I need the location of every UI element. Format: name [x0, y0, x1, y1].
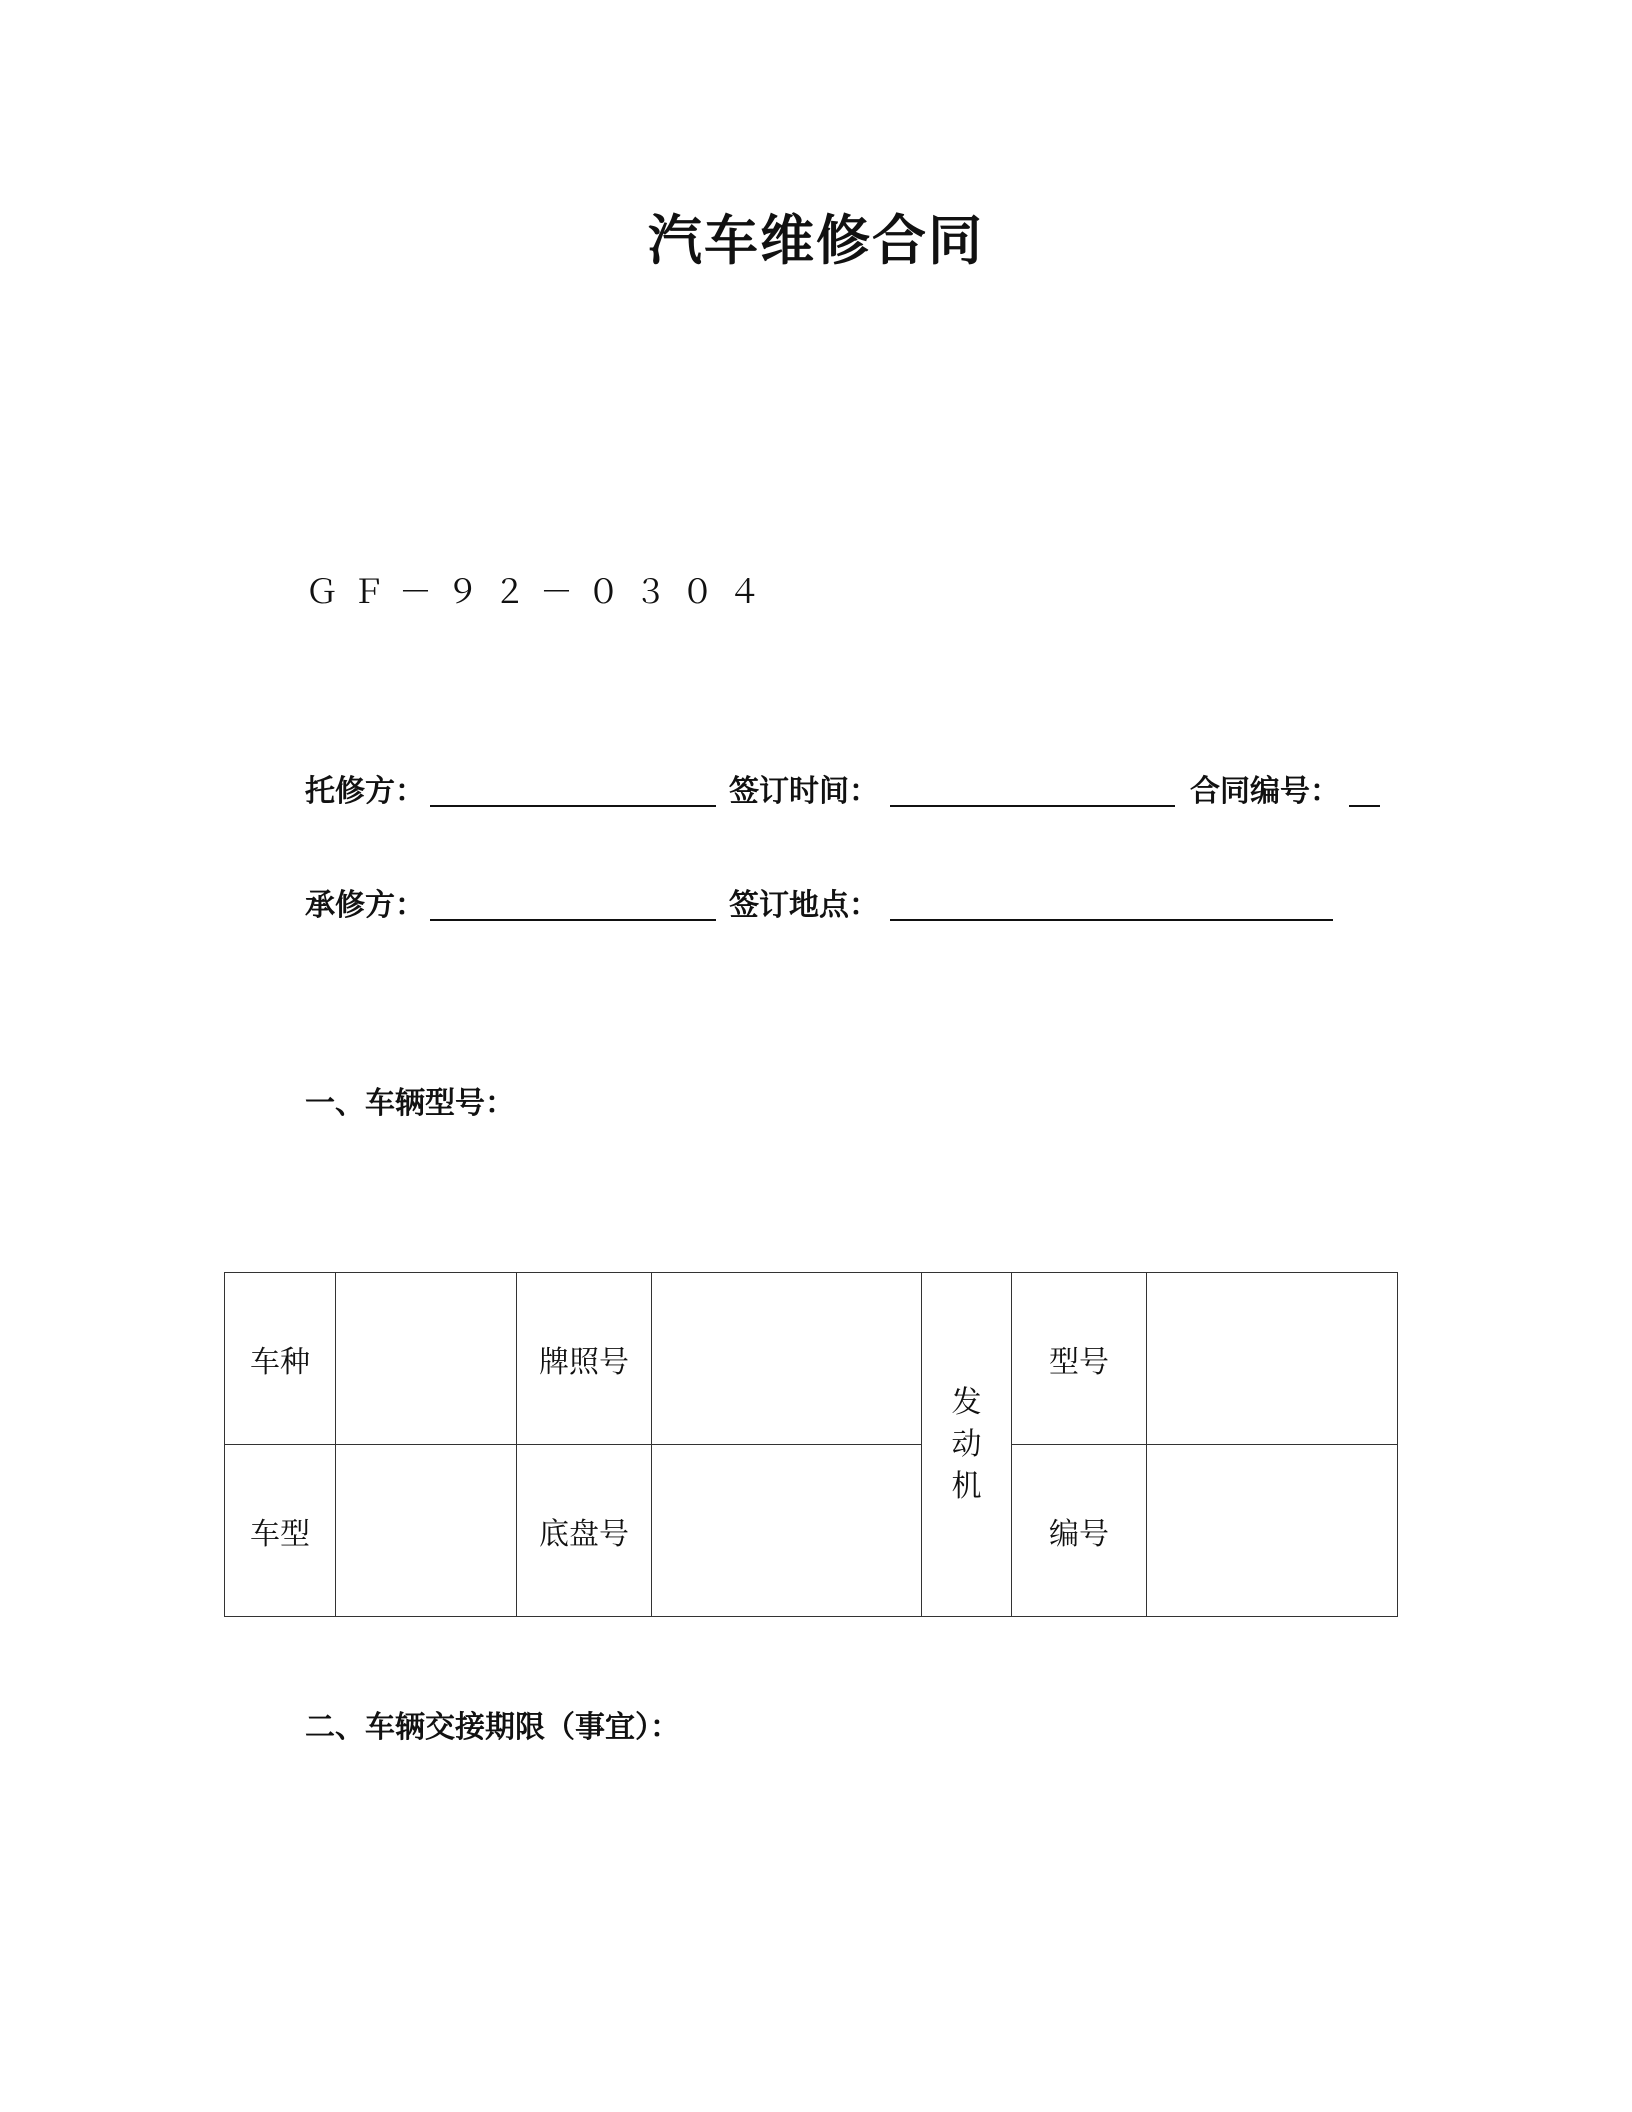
document-title: 汽车维修合同 [648, 209, 984, 272]
engine-model-value-cell[interactable] [1147, 1273, 1398, 1445]
engine-label [922, 1273, 1012, 1617]
table-row [225, 1273, 1398, 1445]
vehicle-type-label: 车型 [225, 1445, 336, 1617]
section-vehicle-model: 一、车辆型号： [305, 1086, 515, 1121]
vehicle-kind-value-cell[interactable] [336, 1273, 517, 1445]
engine-no-label: 编号 [1012, 1445, 1147, 1617]
vehicle-info-table [224, 1272, 1398, 1617]
engine-no-value-cell[interactable] [1147, 1445, 1398, 1617]
chassis-no-value-cell[interactable] [652, 1445, 922, 1617]
table-row [225, 1445, 1398, 1617]
client-label: 托修方： [305, 774, 425, 809]
sign-place-label: 签订地点： [729, 888, 879, 923]
engine-char-2: 动 [951, 1426, 982, 1462]
contract-no-input-line[interactable] [1349, 805, 1380, 807]
section-handover: 二、车辆交接期限（事宜）： [305, 1710, 680, 1745]
plate-no-label: 牌照号 [517, 1273, 652, 1445]
vehicle-kind-label: 车种 [225, 1273, 336, 1445]
repairer-input-line[interactable] [430, 919, 716, 921]
repairer-label: 承修方： [305, 888, 425, 923]
sign-place-input-line[interactable] [890, 919, 1333, 921]
sign-time-input-line[interactable] [890, 805, 1175, 807]
document-code: ＧＦ－９２－０３０４ [305, 572, 775, 611]
client-input-line[interactable] [430, 805, 716, 807]
vehicle-type-value-cell[interactable] [336, 1445, 517, 1617]
contract-no-label: 合同编号： [1190, 774, 1340, 809]
sign-time-label: 签订时间： [729, 774, 879, 809]
engine-char-1: 发 [951, 1384, 982, 1420]
chassis-no-label: 底盘号 [517, 1445, 652, 1617]
engine-model-label: 型号 [1012, 1273, 1147, 1445]
engine-char-3: 机 [951, 1468, 982, 1504]
plate-no-value-cell[interactable] [652, 1273, 922, 1445]
